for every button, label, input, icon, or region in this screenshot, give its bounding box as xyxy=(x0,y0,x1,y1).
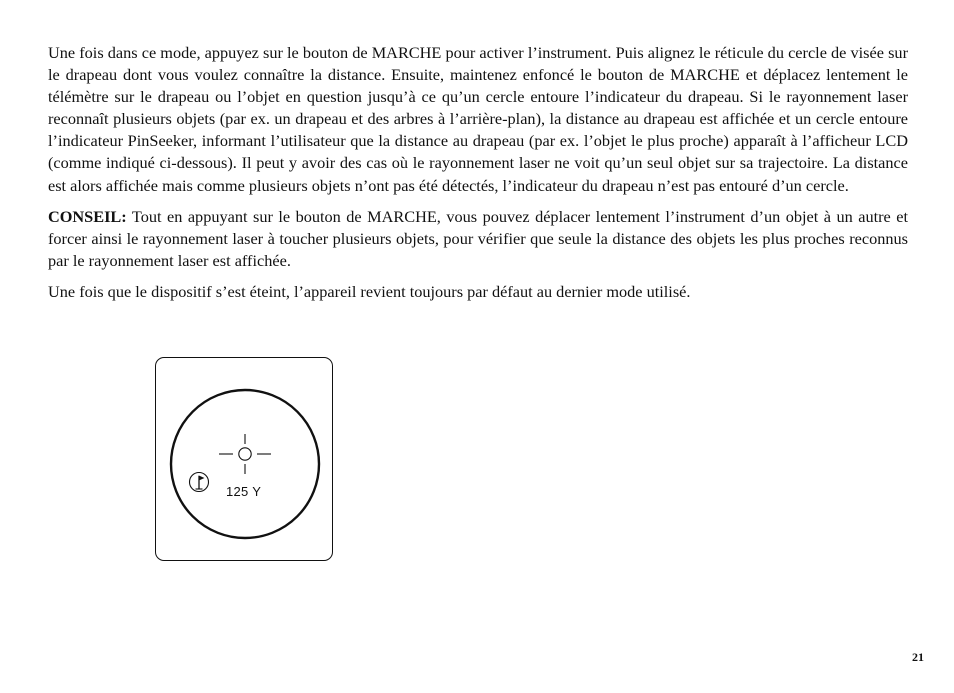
paragraph-mode-instructions: Une fois dans ce mode, appuyez sur le bouton de MARCHE pour activer l’instrument. Puis alignez le réticule du cercle de visée sur le drapeau dont vous voulez connaître la distance. Ensuite, maintenez enfoncé le bouton de MARCHE et déplacez lentement le télémètre sur le drapeau ou l’objet en question jusqu’à ce qu’un cercle entoure l’indicateur du drapeau. Si le rayonnement laser reconnaît plusieurs objets (par ex. un drapeau et des arbres à l’arrière-plan), la distance au drapeau est affichée et un cercle entoure l’indicateur PinSeeker, informant l’utilisateur que la distance au drapeau (par ex. l’objet le plus proche) apparaît à l’afficheur LCD (comme indiqué ci-dessous). Il peut y avoir des cas où le rayonnement laser ne voit qu’un seul objet sur sa trajectoire. La distance est alors affichée mais comme plusieurs objets n’ont pas été détectés, l’indicateur du drapeau n’est pas entouré d’un cercle. xyxy=(48,43,908,195)
circled-flag-icon xyxy=(190,473,209,492)
tip-text: Tout en appuyant sur le bouton de MARCHE, vous pouvez déplacer lentement l’instrument d’un objet à un autre et forcer ainsi le rayonnement laser à toucher plusieurs objets, pour vérifier que seule la distance des objets les plus proches reconnus par le rayonnement laser est affichée. xyxy=(48,206,908,270)
paragraph-power-off: Une fois que le dispositif s’est éteint, l’appareil revient toujours par défaut au dernier mode utilisé. xyxy=(48,281,691,301)
paragraph-tip xyxy=(48,206,908,272)
crosshair-reticle-icon xyxy=(219,434,271,474)
body-text xyxy=(48,42,908,312)
distance-readout: 125 Y xyxy=(226,484,262,499)
page-number: 21 xyxy=(912,650,924,664)
lcd-display-drawing xyxy=(156,358,331,559)
tip-label: CONSEIL: xyxy=(48,206,127,226)
lcd-display-illustration xyxy=(155,357,333,561)
